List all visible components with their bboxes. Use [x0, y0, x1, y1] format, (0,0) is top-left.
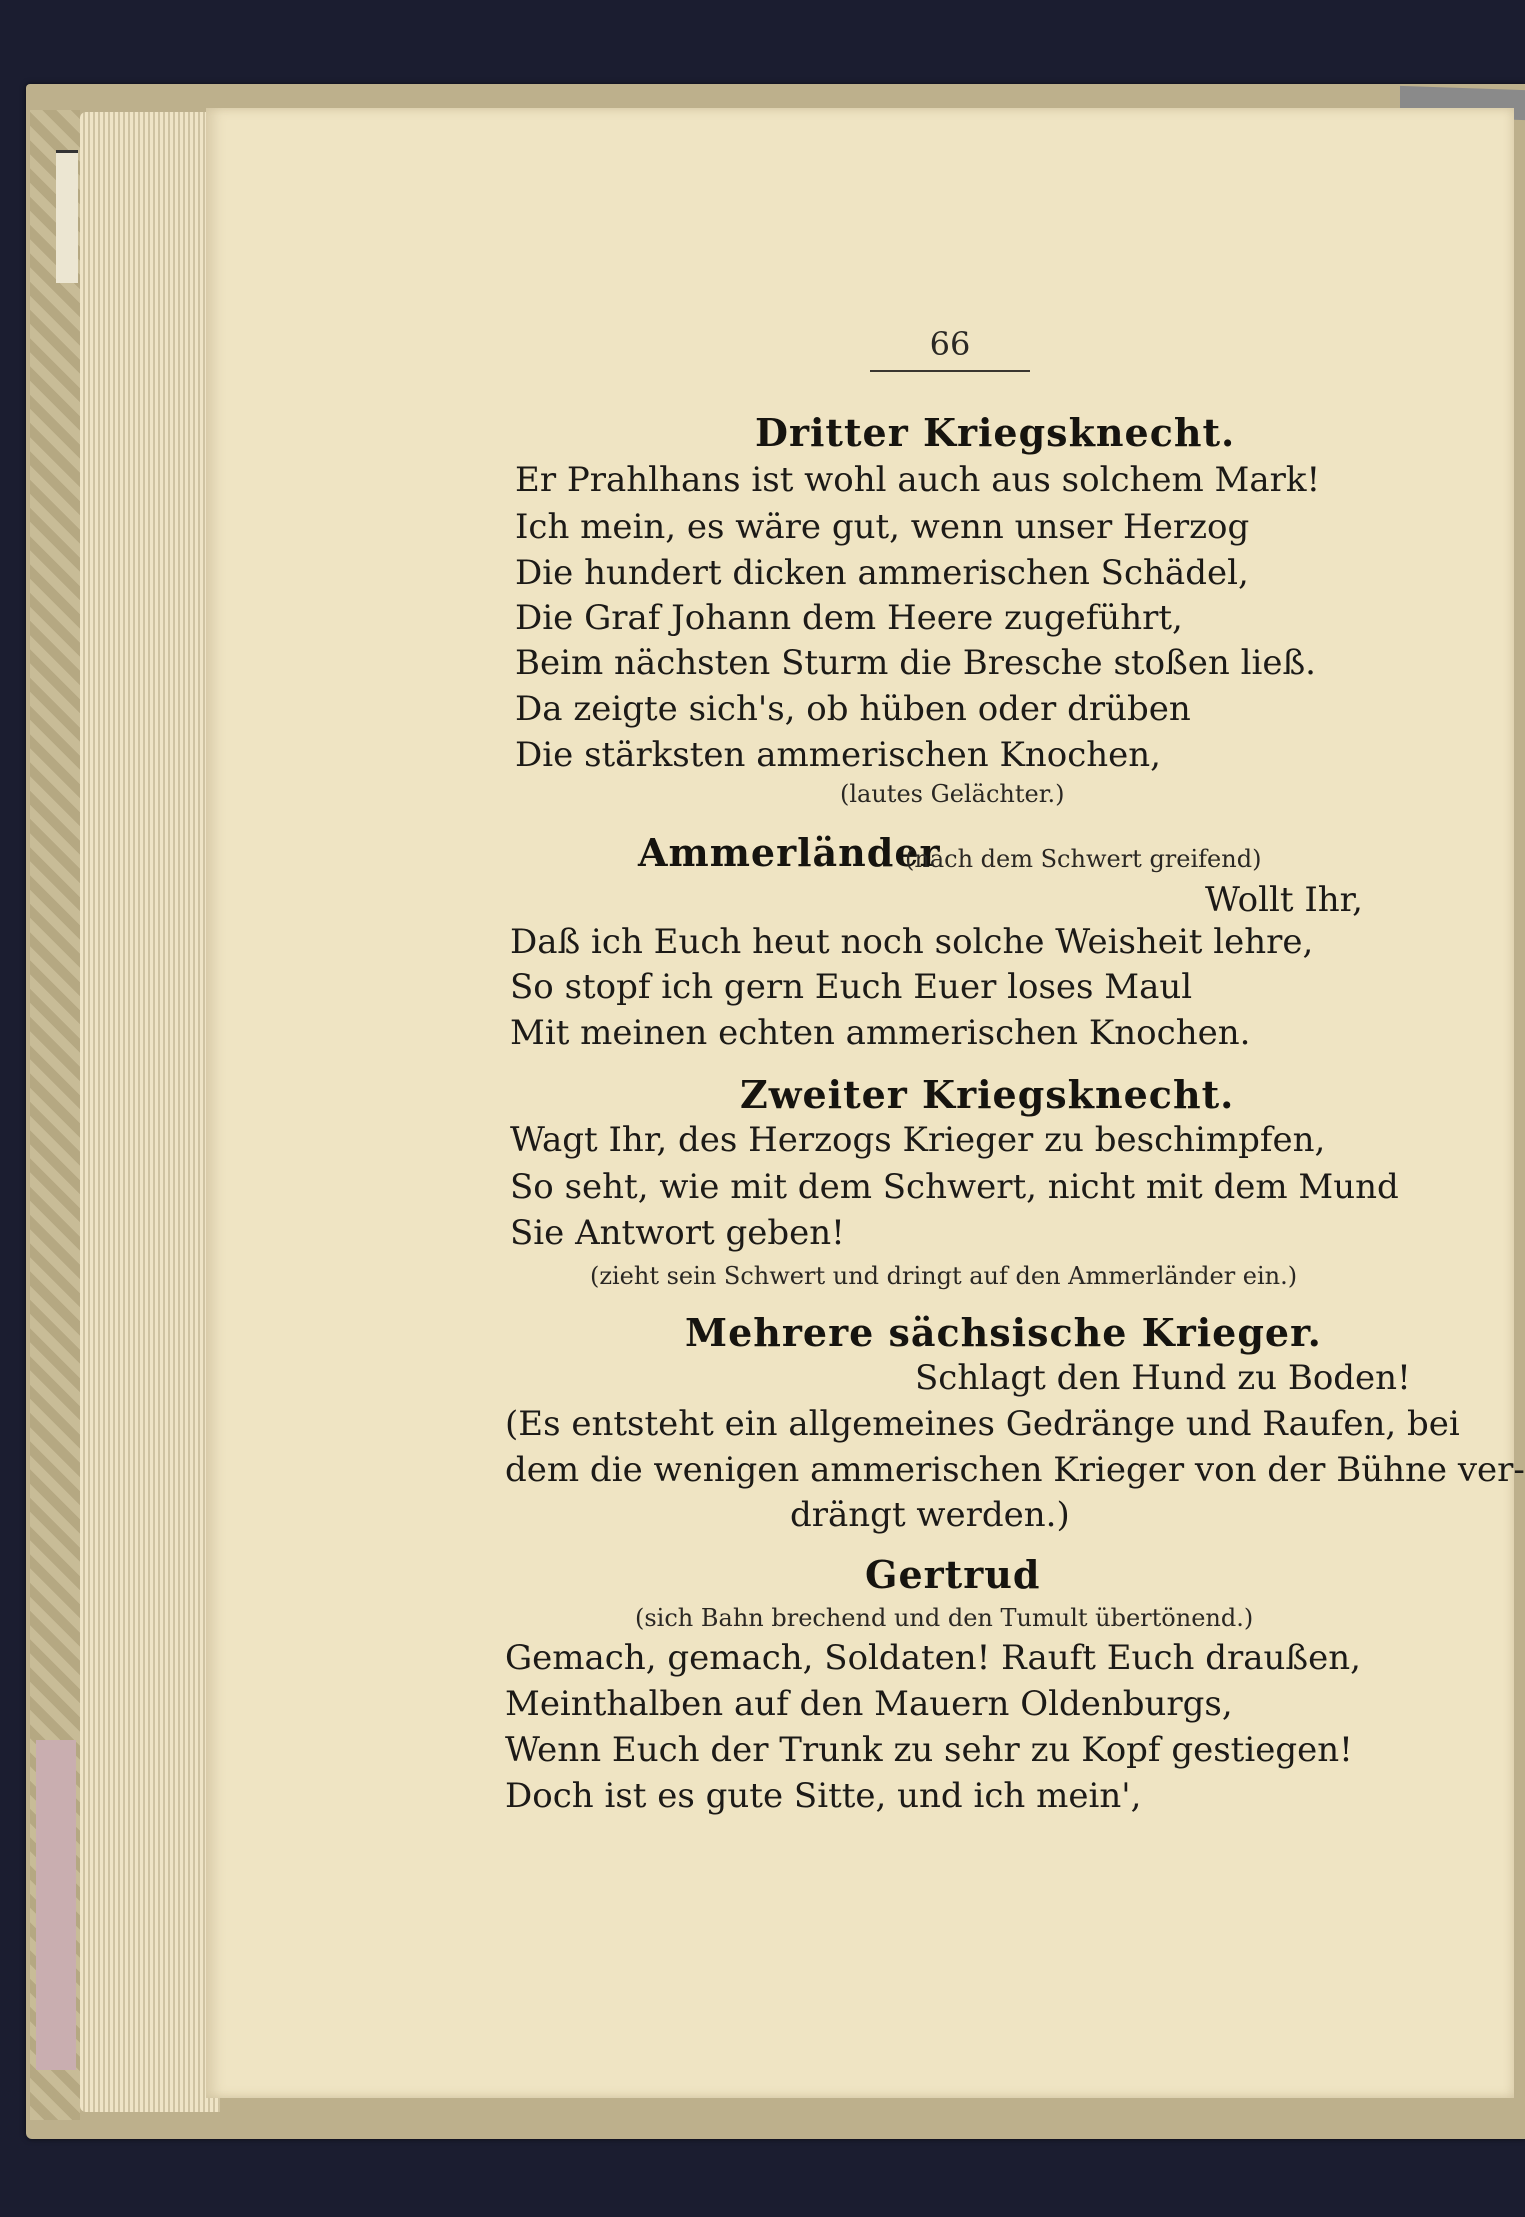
- stage-direction: (lautes Gelächter.): [840, 780, 1065, 808]
- prose-line: dem die wenigen ammerischen Krieger von der Bühne ver-: [505, 1450, 1525, 1490]
- speaker-heading: Mehrere sächsische Krieger.: [685, 1310, 1322, 1355]
- verse-line: Meinthalben auf den Mauern Oldenburgs,: [505, 1684, 1233, 1724]
- verse-line: So stopf ich gern Euch Euer loses Maul: [510, 967, 1193, 1007]
- verse-line: Daß ich Euch heut noch solche Weisheit lehre,: [510, 922, 1314, 962]
- verse-line: Die hundert dicken ammerischen Schädel,: [515, 553, 1249, 593]
- verse-line: Doch ist es gute Sitte, und ich mein',: [505, 1776, 1142, 1816]
- verse-line: Schlagt den Hund zu Boden!: [915, 1358, 1411, 1398]
- stage-direction: (sich Bahn brechend und den Tumult übertönend.): [635, 1604, 1254, 1632]
- page-number-rule: [870, 370, 1030, 372]
- verse-line: Mit meinen echten ammerischen Knochen.: [510, 1013, 1251, 1053]
- stage-direction: (zieht sein Schwert und dringt auf den Ammerländer ein.): [590, 1262, 1298, 1290]
- page-edges: [80, 112, 220, 2112]
- speaker-heading: Dritter Kriegsknecht.: [755, 410, 1236, 455]
- prose-line: (Es entsteht ein allgemeines Gedränge und Raufen, bei: [505, 1404, 1460, 1444]
- verse-line: Die stärksten ammerischen Knochen,: [515, 735, 1161, 775]
- verse-line: Er Prahlhans ist wohl auch aus solchem Mark!: [515, 460, 1321, 500]
- verse-line: Ich mein, es wäre gut, wenn unser Herzog: [515, 507, 1250, 547]
- verse-line: Beim nächsten Sturm die Bresche stoßen ließ.: [515, 643, 1316, 683]
- page-number: 66: [929, 325, 971, 363]
- speaker-heading: Gertrud: [865, 1552, 1041, 1597]
- bookmark-strip: [36, 1740, 76, 2070]
- prose-line: drängt werden.): [790, 1495, 1070, 1535]
- verse-line: Gemach, gemach, Soldaten! Rauft Euch draußen,: [505, 1638, 1361, 1678]
- verse-line: So seht, wie mit dem Schwert, nicht mit dem Mund: [510, 1167, 1399, 1207]
- stage-direction: (nach dem Schwert greifend): [905, 845, 1262, 873]
- verse-line: Da zeigte sich's, ob hüben oder drüben: [515, 689, 1191, 729]
- speaker-heading: Ammerländer: [638, 830, 941, 875]
- verse-line: Wenn Euch der Trunk zu sehr zu Kopf gestiegen!: [505, 1730, 1353, 1770]
- verse-line: Wagt Ihr, des Herzogs Krieger zu beschimpfen,: [510, 1120, 1326, 1160]
- verse-line: Die Graf Johann dem Heere zugeführt,: [515, 598, 1183, 638]
- speaker-heading: Zweiter Kriegsknecht.: [740, 1072, 1235, 1117]
- verse-line: Wollt Ihr,: [1205, 880, 1363, 920]
- verse-line: Sie Antwort geben!: [510, 1213, 845, 1253]
- spine-label: [56, 150, 78, 283]
